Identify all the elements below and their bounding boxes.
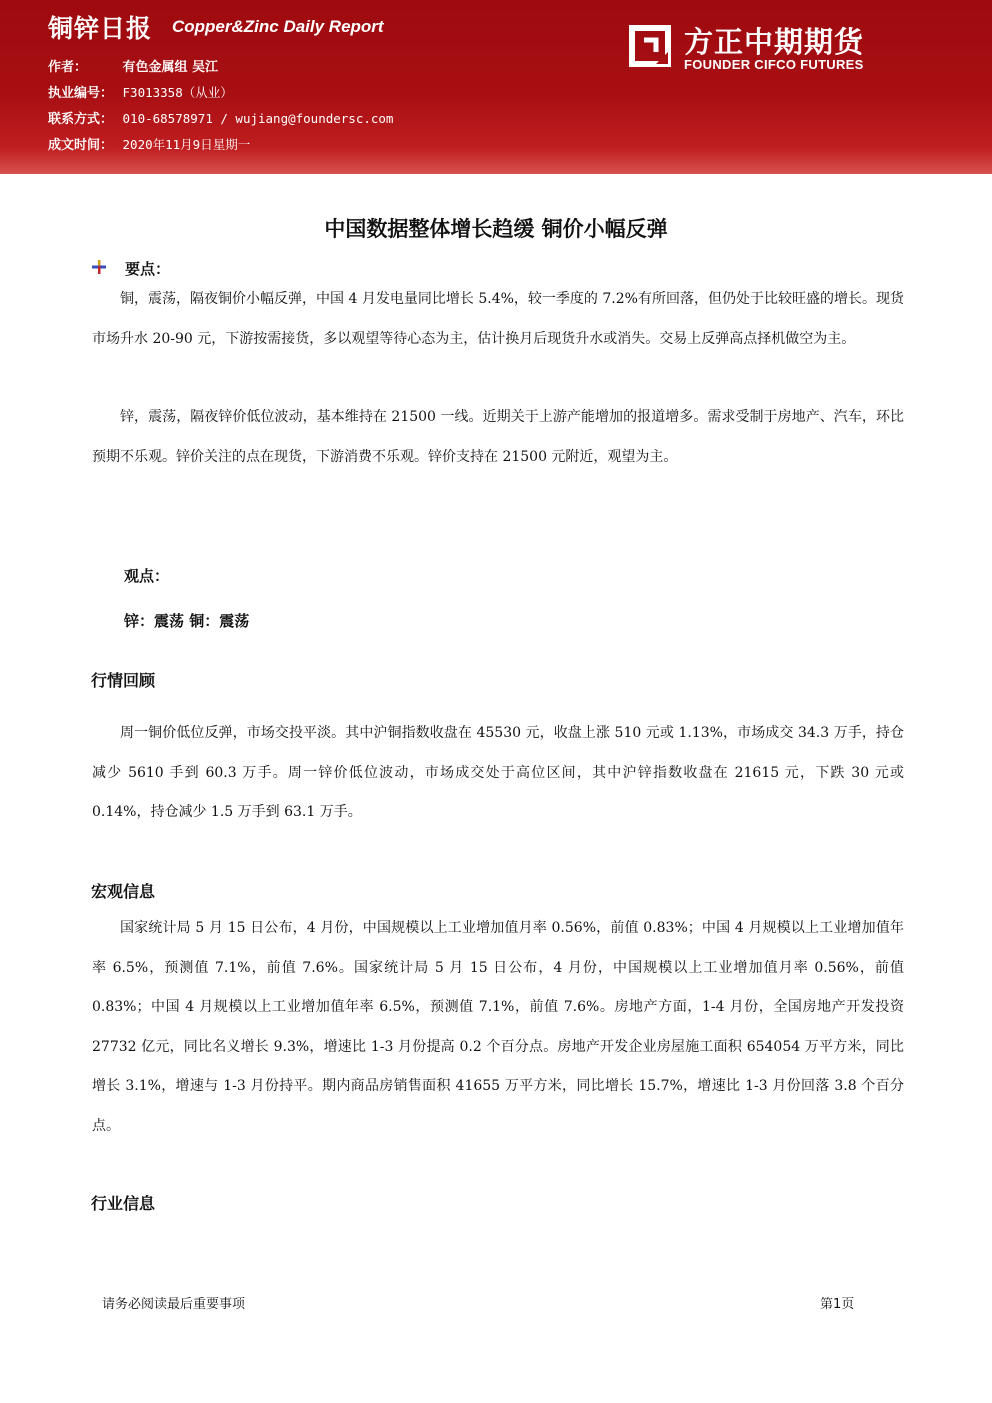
market-review-heading: 行情回顾 [91,671,156,690]
license-label: 执业编号： [48,86,114,101]
logo-chinese-name: 方正中期期货 [684,25,865,59]
view-value: 锌：震荡 铜：震荡 [124,612,250,630]
view-label: 观点： [124,567,170,585]
macro-text: 国家统计局 5 月 15 日公布，4 月份，中国规模以上工业增加值月率 0.56%，前值 0.83%；中国 4 月规模以上工业增加值年率 6.5%，预测值 7.1%，前值 7.6%。国家统计局 5 月 15 日公布，4 月份，中国规模以上工业增加值月率 0.56%，前值 0.83%；中国 4 月规模以上工业增加值年率 6.5%，预测值 7.1%，前值 7.6%。房地产方面，1-4 月份，全国房地产开发投资 27732 亿元，同比名义增长 9.3%，增速比 1-3 月份提高 0.2 个百分点。房地产开发企业房屋施工面积 654054 万平方米，同比增长 3.1%，增速与 1-3 月份持平。期内商品房销售面积 41655 万平方米，同比增长 15.7%，增速比 1-3 月份回落 3.8 个百分点。 [92,920,904,1134]
document-title: 中国数据整体增长趋缓 铜价小幅反弹 [324,217,668,241]
contact-row [48,108,393,127]
date-label: 成文时间： [48,138,114,153]
footer-notice: 请务必阅读最后重要事项 [102,1297,246,1312]
author-row [48,56,218,75]
keypoints-label: 要点： [125,260,171,278]
date-row [48,134,250,153]
company-logo-icon [626,22,674,70]
industry-heading: 行业信息 [91,1194,156,1213]
contact-value[interactable]: 010-68578971 / wujiang@foundersc.com [122,111,394,126]
keypoint-copper: 铜，震荡，隔夜铜价小幅反弹，中国 4 月发电量同比增长 5.4%，较一季度的 7.2%有所回落，但仍处于比较旺盛的增长。现货市场升水 20-90 元，下游按需接货，多以观望等待心态为主，估计换月后现货升水或消失。交易上反弹高点择机做空为主。 [92,291,904,347]
macro-heading: 宏观信息 [91,882,156,901]
keypoint-zinc: 锌，震荡，隔夜锌价低位波动，基本维持在 21500 一线。近期关于上游产能增加的报道增多。需求受制于房地产、汽车，环比预期不乐观。锌价关注的点在现货，下游消费不乐观。锌价支持在 21500 元附近，观望为主。 [92,409,904,465]
author-label: 作者： [48,60,88,75]
report-header [0,0,992,174]
company-logo [626,20,886,80]
report-title: 铜锌日报 [48,14,153,43]
license-row [48,82,233,101]
report-subtitle: Copper&Zinc Daily Report [172,17,384,36]
author-value: 有色金属组 吴江 [122,60,219,75]
market-review-text: 周一铜价低位反弹，市场交投平淡。其中沪铜指数收盘在 45530 元，收盘上涨 510 元或 1.13%，市场成交 34.3 万手，持仓减少 5610 手到 60.3 万手。周一锌价低位波动，市场成交处于高位区间，其中沪锌指数收盘在 21615 元，下跌 30 元或 0.14%，持仓减少 1.5 万手到 63.1 万手。 [92,725,904,820]
contact-label: 联系方式： [48,112,114,127]
date-value: 2020年11月9日星期一 [122,137,251,152]
page-number: 第1页 [820,1297,855,1312]
license-value: F3013358（从业） [122,85,233,100]
logo-english-name: FOUNDER CIFCO FUTURES [684,57,864,72]
bullet-cross-icon [92,260,106,274]
